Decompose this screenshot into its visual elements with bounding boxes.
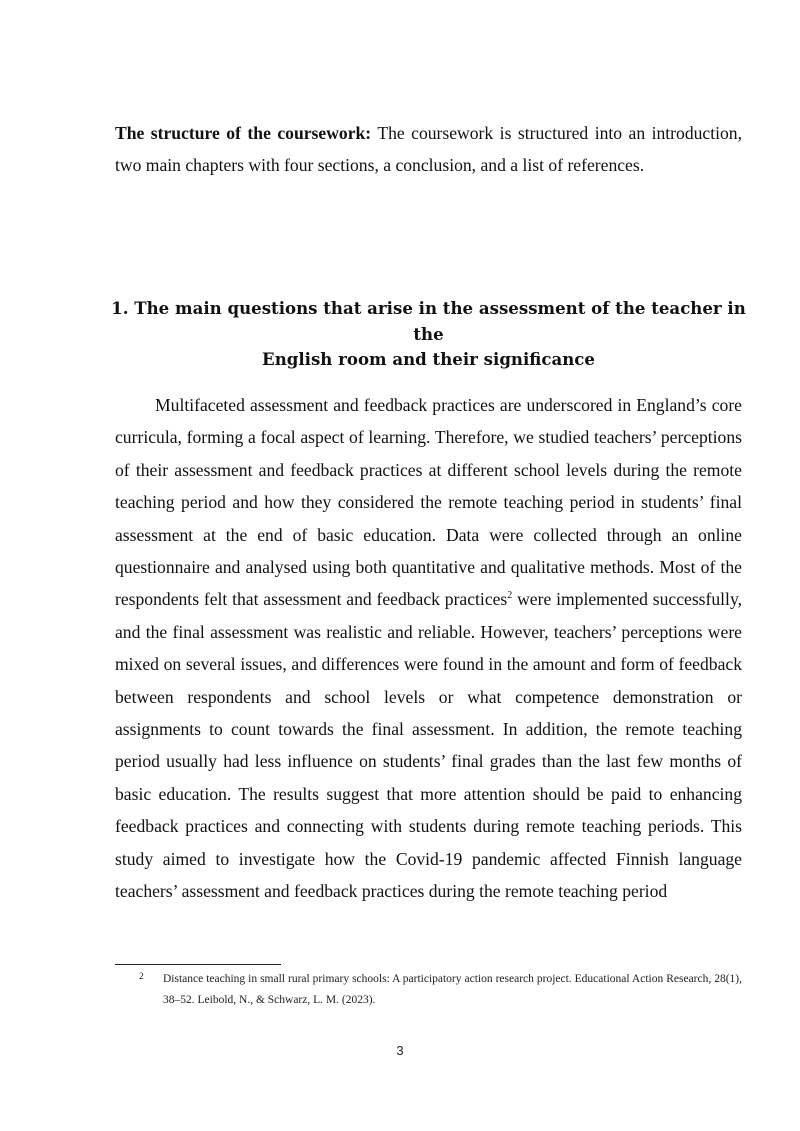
footnote-reference[interactable]: 2 [507,590,513,602]
structure-text: The coursework is structured into an introduction, two main chapters with four sections, a conclusion, and a list of references. [115,123,742,176]
section-heading-line-2: English room and their significance [262,349,595,369]
structure-paragraph [115,117,742,182]
page-number: 3 [396,1043,404,1058]
body-paragraph [115,389,742,908]
footnote-text: Distance teaching in small rural primary schools: A participatory action research project. Educational Action Research, 28(1), 38–52. Leibold, N., & Schwarz, L. M. (2023). [163,973,742,1006]
section-heading [100,296,757,373]
footnote-mark: 2 [139,972,144,982]
body-text-part-2: were implemented successfully, and the final assessment was realistic and reliable. However, teachers’ perceptions were mixed on several issues, and differences were found in the amount and form of feedback between respondents and school levels or what competence demonstration or assignments to count towards the final assessment. In addition, the remote teaching period usually had less influence on students’ final grades than the last few months of basic education. The results suggest that more attention should be paid to enhancing feedback practices and connecting with students during remote teaching periods. This study aimed to investigate how the Covid-19 pandemic affected Finnish language teachers’ assessment and feedback practices during the remote teaching period [115,589,742,902]
body-text-part-1: Multifaceted assessment and feedback practices are underscored in England’s core curricula, forming a focal aspect of learning. Therefore, we studied teachers’ perceptions of their assessment and feedback practices at different school levels during the remote teaching period and how they considered the remote teaching period in students’ final assessment at the end of basic education. Data were collected through an online questionnaire and analysed using both quantitative and qualitative methods. Most of the respondents felt that assessment and feedback practices [115,395,742,610]
footnote [139,969,742,1010]
section-heading-line-1: 1. The main questions that arise in the assessment of the teacher in the [111,298,746,344]
structure-lead: The structure of the coursework: [115,123,372,143]
footnote-divider [115,964,281,965]
